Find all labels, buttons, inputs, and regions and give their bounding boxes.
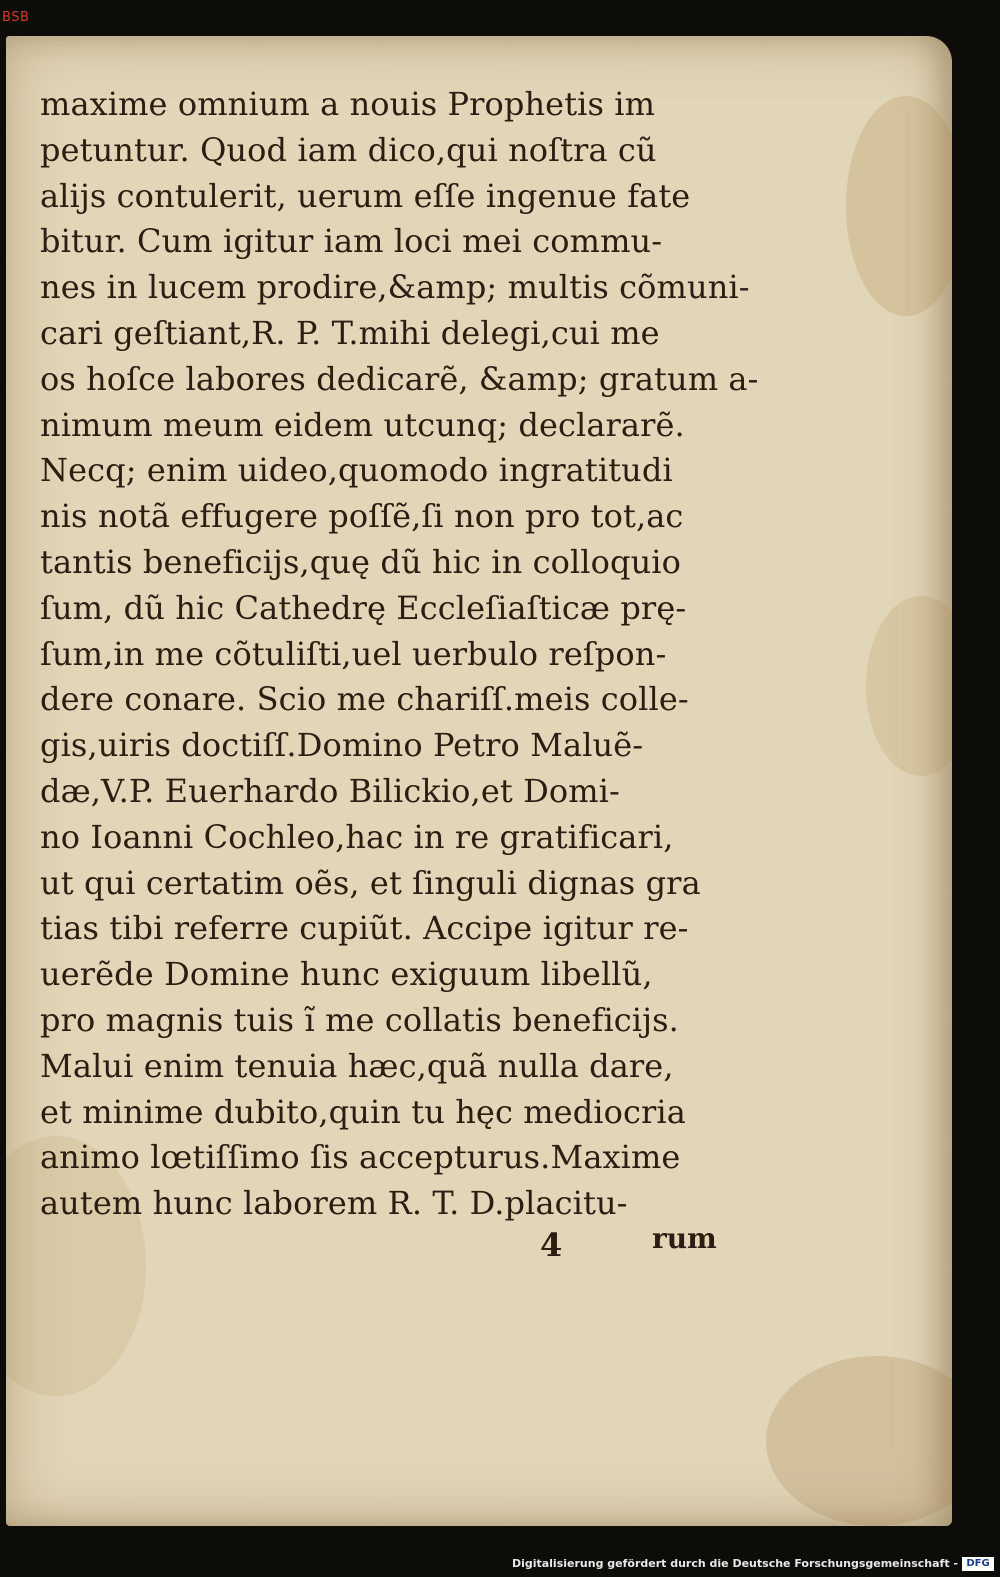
text-line: dere conare. Scio me chariſſ.meis colle- xyxy=(40,680,689,719)
book-page xyxy=(6,36,952,1526)
text-line: ſum, dũ hic Cathedrę Eccleſiaſticæ prę- xyxy=(40,588,687,627)
text-line: petuntur. Quod iam dico,qui noſtra cũ xyxy=(40,130,657,169)
foxing-stain xyxy=(846,96,952,316)
funding-note: Digitalisierung gefördert durch die Deutsche Forschungsgemeinschaft - xyxy=(511,1557,958,1570)
text-line: bitur. Cum igitur iam loci mei commu- xyxy=(40,222,663,261)
text-line: os hoſce labores dedicarẽ, &amp; gratum a- xyxy=(40,359,759,398)
page-footer xyxy=(40,1222,740,1268)
text-line: et minime dubito,quin tu hęc mediocria xyxy=(40,1092,686,1131)
text-line: pro magnis tuis ĩ me collatis beneficijs. xyxy=(40,1000,679,1039)
catchword: rum xyxy=(652,1222,717,1255)
text-line: autem hunc laborem R. T. D.placitu- xyxy=(40,1184,628,1223)
text-line: Malui enim tenuia hæc,quã nulla dare, xyxy=(40,1046,674,1085)
library-mark: BSB xyxy=(2,10,30,25)
text-line: tantis beneficijs,quę dũ hic in colloquio xyxy=(40,542,681,581)
text-line: nes in lucem prodire,&amp; multis cõmuni- xyxy=(40,268,750,307)
foxing-stain xyxy=(866,596,952,776)
text-line: nis notã effugere poſſẽ,ſi non pro tot,ac xyxy=(40,497,684,536)
body-text xyxy=(40,82,759,1227)
text-line: tias tibi referre cupiũt. Accipe igitur re- xyxy=(40,909,689,948)
text-line: Necq; enim uideo,quomodo ingratitudi xyxy=(40,451,673,490)
dfg-logo-icon: DFG xyxy=(962,1557,994,1571)
text-line: aliјs contulerit, uerum eſſe ingenue fate xyxy=(40,176,691,215)
text-line: nimum meum eidem utcunq; declararẽ. xyxy=(40,405,685,444)
scan-footer-strip xyxy=(0,1526,1000,1577)
signature-mark: 4 xyxy=(540,1226,563,1264)
text-line: animo lœtiſſimo ſis accepturus.Maxime xyxy=(40,1138,681,1177)
foxing-stain xyxy=(766,1356,952,1526)
text-line: maxime omnium a nouis Prophetis im xyxy=(40,85,656,123)
text-line: dæ,V.P. Euerhardo Bilickio,et Domi- xyxy=(40,771,620,810)
text-line: no Ioanni Cochleo,hac in re gratificari, xyxy=(40,817,674,856)
text-line: uerẽde Domine hunc exiguum libellũ, xyxy=(40,955,653,994)
text-line: ut qui certatim oẽs, et ſinguli dignas gra xyxy=(40,863,701,902)
text-line: ſum,in me cõtuliſti,uel uerbulo reſpon- xyxy=(40,634,667,673)
text-line: cari geſtiant,R. P. T.mihi delegi,cui me xyxy=(40,313,660,352)
text-line: gis,uiris doctiſſ.Domino Petro Maluẽ- xyxy=(40,726,644,765)
